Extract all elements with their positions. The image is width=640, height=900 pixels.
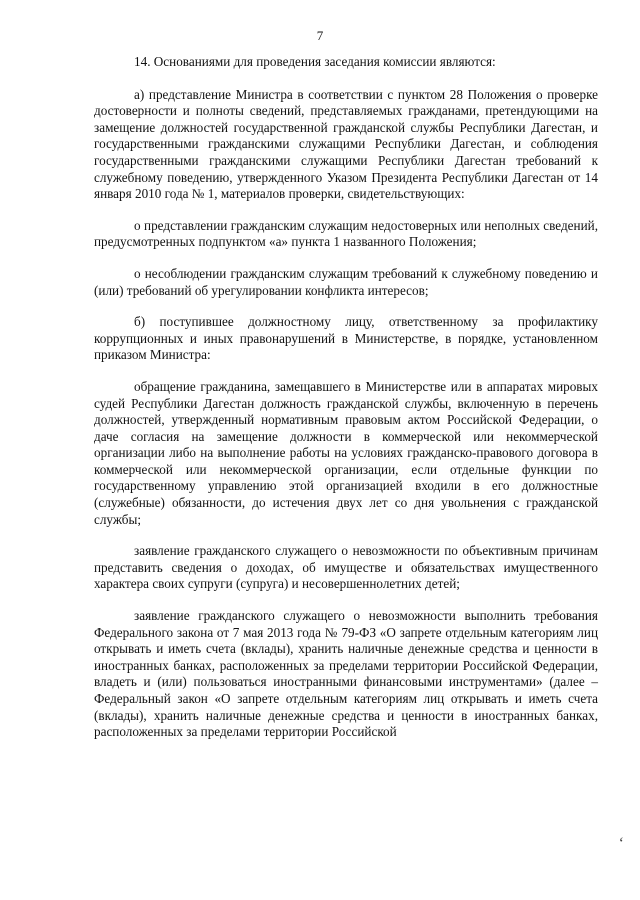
paragraph-b: б) поступившее должностному лицу, ответственному за профилактику коррупционных и иных правонарушений в Министерстве, в порядке, установленном приказом Министра:: [94, 314, 598, 363]
paragraph-income-statement: заявление гражданского служащего о невозможности по объективным причинам представить сведения о доходах, об имуществе и обязательствах имущественного характера своих супруги (супруга) и несовершеннолетних детей;: [94, 543, 598, 592]
paragraph-non-compliance: о несоблюдении гражданским служащим требований к служебному поведению и (или) требований об урегулировании конфликта интересов;: [94, 265, 598, 298]
document-body: [94, 54, 598, 756]
page-number: 7: [316, 28, 324, 43]
paragraph-foreign-accounts: заявление гражданского служащего о невозможности выполнить требования Федерального закона от 7 мая 2013 года № 79-ФЗ «О запрете отдельным категориям лиц открывать и иметь счета (вклады), хранить наличные денежные средства и ценности в иностранных банках, расположенных за пределами территории Российской Федерации, владеть и (или) пользоваться иностранными финансовыми инструментами» (далее – Федеральный закон «О запрете отдельным категориям лиц открывать и иметь счета (вклады), хранить наличные денежные средства и ценности в иностранных банках, расположенных за пределами территории Российской: [94, 608, 598, 740]
section-heading-paragraph: 14. Основаниями для проведения заседания комиссии являются:: [134, 54, 496, 69]
paragraph-a: а) представление Министра в соответствии с пунктом 28 Положения о проверке достоверности и полноты сведений, представляемых гражданами, претендующими на замещение должностей государственной гражданской службы Республики Дагестан, и государственными гражданскими служащими Республики Дагестан, и соблюдения государственными гражданскими служащими Республики Дагестан требований к служебному поведению, утвержденного Указом Президента Республики Дагестан от 14 января 2010 года № 1, материалов проверки, свидетельствующих:: [94, 86, 598, 202]
paragraph-false-info: о представлении гражданским служащим недостоверных или неполных сведений, предусмотренных подпунктом «а» пункта 1 названного Положения;: [94, 217, 598, 250]
paragraph-citizen-appeal: обращение гражданина, замещавшего в Министерстве или в аппаратах мировых судей Республики Дагестан должность гражданской службы, включенную в перечень должностей, утвержденный нормативным правовым актом Российской Федерации, о даче согласия на замещение должности в коммерческой или некоммерческой организации либо на выполнение работы на условиях гражданско-правового договора в коммерческой или некоммерческой организации, если отдельные функции по государственному управлению этой организацией входили в его должностные (служебные) обязанности, до истечения двух лет со дня увольнения с гражданской службы;: [94, 378, 598, 527]
scan-artifact-mark: ‘: [618, 835, 624, 852]
